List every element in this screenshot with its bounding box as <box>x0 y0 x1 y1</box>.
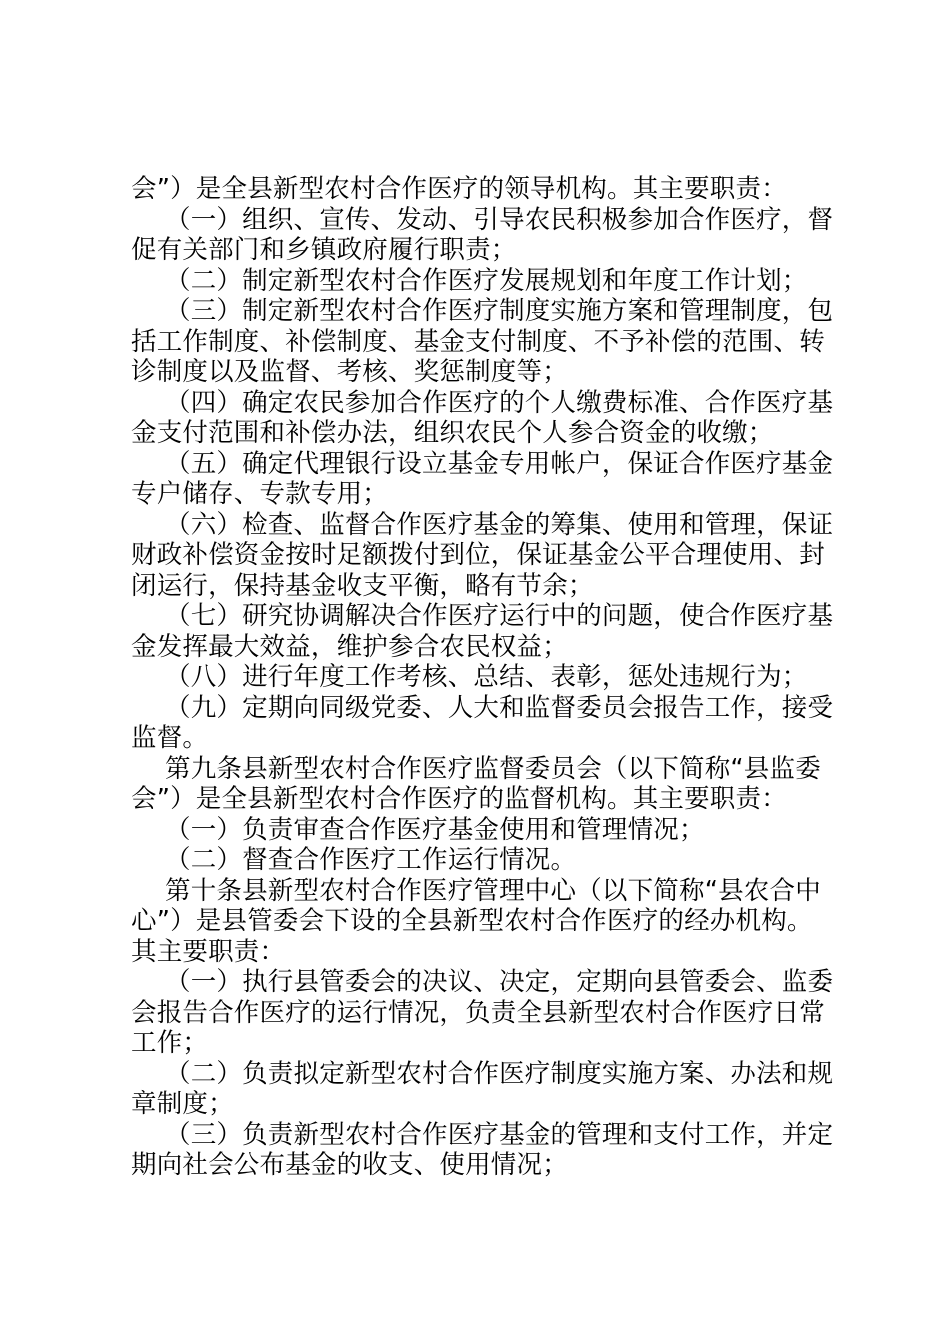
paragraph-line: 括工作制度、补偿制度、基金支付制度、不予补偿的范围、转 <box>131 326 825 357</box>
paragraph-line-indented: （二）制定新型农村合作医疗发展规划和年度工作计划； <box>165 265 808 296</box>
paragraph-line: 促有关部门和乡镇政府履行职责； <box>131 235 517 265</box>
paragraph-line: 金发挥最大效益，维护参合农民权益； <box>131 631 568 662</box>
paragraph-line: 章制度； <box>131 1089 234 1119</box>
paragraph-line-indented: （二）督查合作医疗工作运行情况。 <box>165 845 577 875</box>
paragraph-line-indented: （一）组织、宣传、发动、引导农民积极参加合作医疗，督 <box>165 204 834 235</box>
paragraph-line: 心”）是县管委会下设的全县新型农村合作医疗的经办机构。 <box>131 906 813 936</box>
paragraph-line: 金支付范围和补偿办法，组织农民个人参合资金的收缴； <box>131 418 774 448</box>
paragraph-line-indented: （二）负责拟定新型农村合作医疗制度实施方案、办法和规 <box>165 1058 834 1089</box>
paragraph-line-indented: 第九条县新型农村合作医疗监督委员会（以下简称“县监委 <box>165 753 821 784</box>
paragraph-line-indented: （一）负责审查合作医疗基金使用和管理情况； <box>165 814 705 845</box>
paragraph-line: 监督。 <box>131 723 209 753</box>
paragraph-line-indented: （三）制定新型农村合作医疗制度实施方案和管理制度，包 <box>165 296 834 326</box>
paragraph-line-indented: （九）定期向同级党委、人大和监督委员会报告工作，接受 <box>165 692 834 723</box>
paragraph-line: 专户储存、专款专用； <box>131 479 389 509</box>
paragraph-line: 闭运行，保持基金收支平衡，略有节余； <box>131 570 594 601</box>
paragraph-line-indented: （一）执行县管委会的决议、决定，定期向县管委会、监委 <box>165 967 834 997</box>
paragraph-line-indented: （五）确定代理银行设立基金专用帐户，保证合作医疗基金 <box>165 448 834 479</box>
paragraph-line: 会”）是全县新型农村合作医疗的监督机构。其主要职责： <box>131 784 787 814</box>
paragraph-line-indented: （八）进行年度工作考核、总结、表彰，惩处违规行为； <box>165 662 808 692</box>
document-body <box>131 174 834 1181</box>
paragraph-line: 期向社会公布基金的收支、使用情况； <box>131 1150 568 1180</box>
paragraph-line-indented: （六）检查、监督合作医疗基金的筹集、使用和管理，保证 <box>165 509 834 540</box>
paragraph-line: 会报告合作医疗的运行情况，负责全县新型农村合作医疗日常 <box>131 997 825 1028</box>
paragraph-line-indented: 第十条县新型农村合作医疗管理中心（以下简称“县农合中 <box>165 875 821 906</box>
paragraph-line: 工作； <box>131 1028 209 1058</box>
paragraph-line: 诊制度以及监督、考核、奖惩制度等； <box>131 357 568 387</box>
paragraph-line: 财政补偿资金按时足额拨付到位，保证基金公平合理使用、封 <box>131 540 825 570</box>
paragraph-line-indented: （四）确定农民参加合作医疗的个人缴费标准、合作医疗基 <box>165 387 834 418</box>
paragraph-line-indented: （三）负责新型农村合作医疗基金的管理和支付工作，并定 <box>165 1119 834 1150</box>
paragraph-line-indented: （七）研究协调解决合作医疗运行中的问题，使合作医疗基 <box>165 601 834 631</box>
paragraph-line: 其主要职责： <box>131 936 286 967</box>
paragraph-line: 会”）是全县新型农村合作医疗的领导机构。其主要职责： <box>131 174 787 204</box>
